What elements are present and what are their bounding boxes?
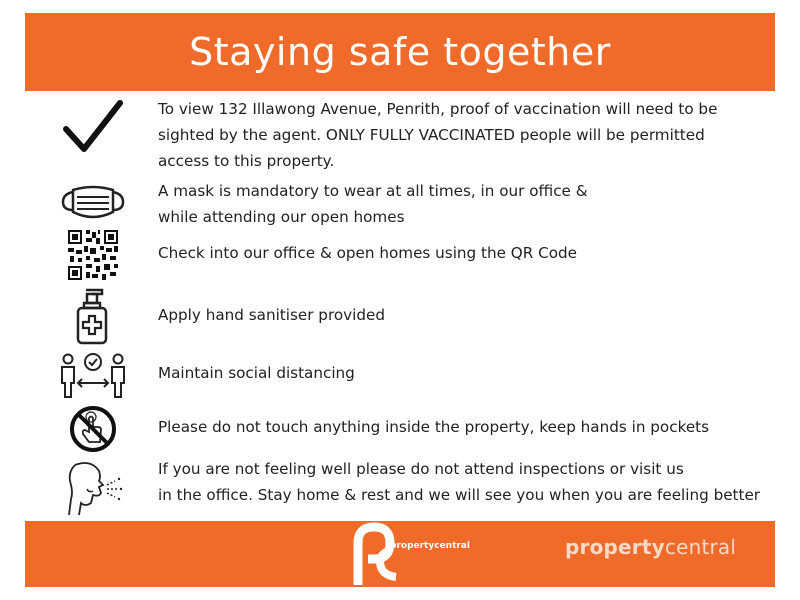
hand-sanitiser-icon — [58, 288, 128, 346]
social-distancing-icon — [58, 350, 128, 400]
item-text-line: Apply hand sanitiser provided — [158, 306, 385, 324]
list-item — [0, 96, 800, 170]
list-item — [0, 288, 800, 346]
item-text-line: Check into our office & open homes using the QR Code — [158, 244, 577, 262]
list-item — [0, 456, 800, 518]
sick-person-icon — [58, 458, 128, 518]
item-text-line: while attending our open homes — [158, 208, 405, 226]
item-text-line: A mask is mandatory to wear at all times, in our office & — [158, 182, 588, 200]
item-text-line: Maintain social distancing — [158, 364, 355, 382]
item-text-line: Please do not touch anything inside the property, keep hands in pockets — [158, 418, 710, 436]
checkmark-icon — [58, 96, 128, 158]
item-text-line: If you are not feeling well please do not attend inspections or visit us — [158, 460, 684, 478]
item-text-line: To view 132 Illawong Avenue, Penrith, proof of vaccination will need to be — [158, 100, 718, 118]
list-item — [0, 404, 800, 454]
wordmark-light: central — [664, 535, 737, 559]
no-touch-icon — [58, 404, 128, 454]
property-central-logo-mark — [352, 521, 482, 587]
footer-banner — [25, 521, 775, 587]
logo-mark-text: propertycentral — [390, 541, 470, 551]
item-text-line: in the office. Stay home & rest and we will see you when you are feeling better — [158, 486, 761, 504]
list-item — [0, 228, 800, 284]
header-banner — [25, 13, 775, 91]
page-title: Staying safe together — [189, 30, 611, 74]
list-item — [0, 178, 800, 232]
wordmark-bold: property — [565, 535, 665, 559]
property-central-wordmark — [565, 535, 736, 559]
face-mask-icon — [58, 178, 128, 226]
list-item — [0, 350, 800, 400]
item-text-line: access to this property. — [158, 152, 335, 170]
qr-code-icon — [58, 228, 128, 282]
item-text-line: sighted by the agent. ONLY FULLY VACCINATED people will be permitted — [158, 126, 705, 144]
